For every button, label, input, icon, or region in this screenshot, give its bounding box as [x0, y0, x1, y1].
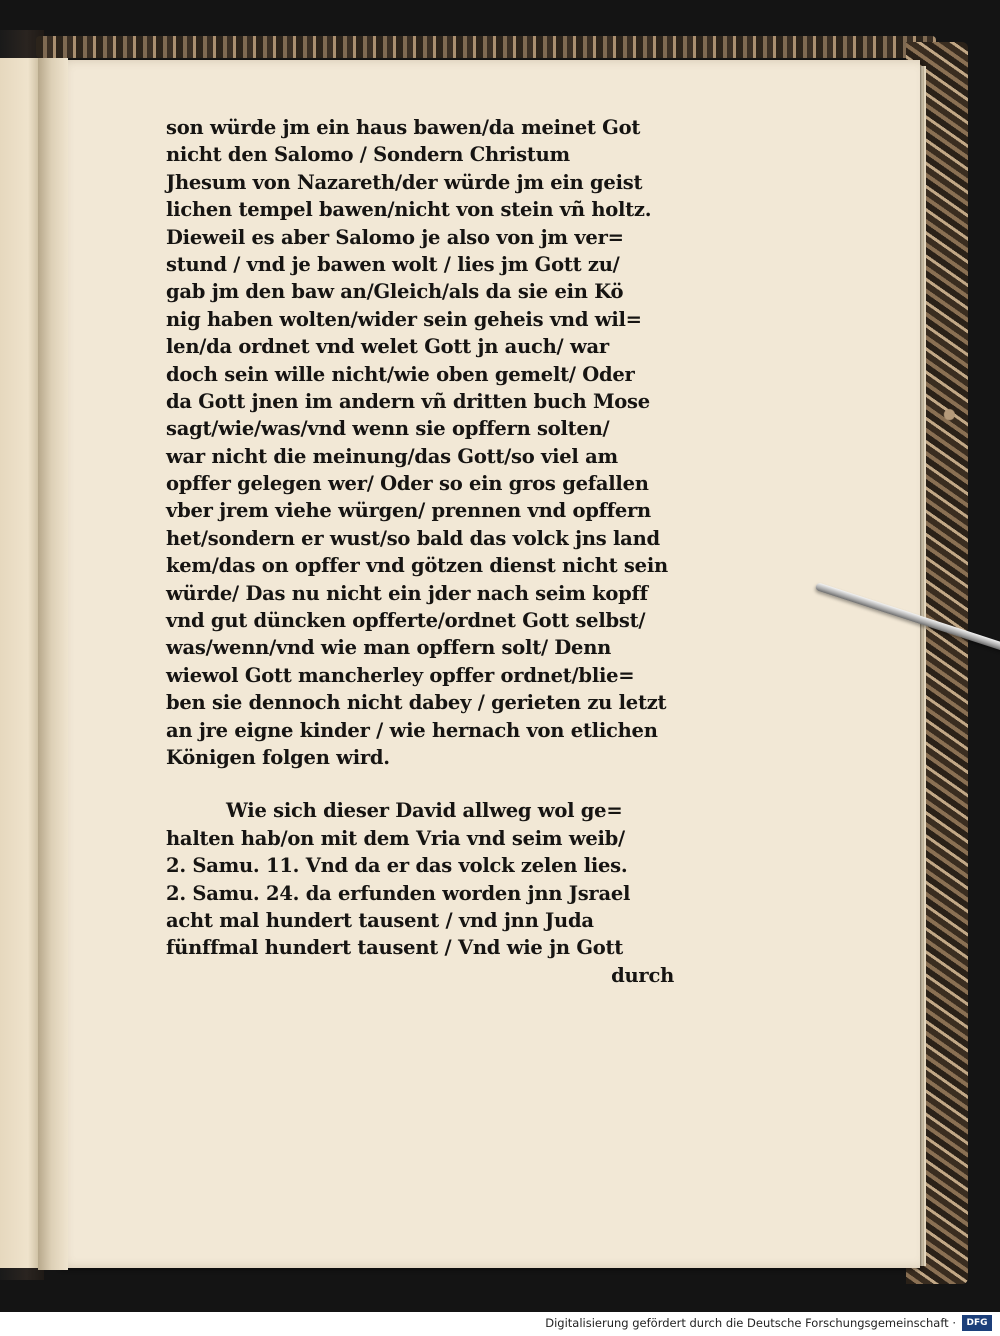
text-line: vber jrem viehe würgen/ prennen vnd opffern [166, 499, 651, 523]
text-line: Dieweil es aber Salomo je also von jm ver= [166, 225, 624, 249]
text-line: Jhesum von Nazareth/der würde jm ein geist [166, 170, 643, 194]
text-line: nig haben wolten/wider sein geheis vnd wil= [166, 307, 642, 331]
text-line: doch sein wille nicht/wie oben gemelt/ Oder [166, 362, 635, 386]
text-line: opffer gelegen wer/ Oder so ein gros gefallen [166, 472, 649, 496]
page-text [166, 114, 688, 989]
text-line: da Gott jnen im andern vñ dritten buch Mose [166, 389, 650, 413]
text-line: 2. Samu. 24. da erfunden worden jnn Jsrael [166, 881, 631, 905]
text-line: ben sie dennoch nicht dabey / gerieten zu letzt [166, 691, 667, 715]
text-line: kem/das on opffer vnd götzen dienst nicht sein [166, 554, 668, 578]
text-line: gab jm den baw an/Gleich/als da sie ein Kö [166, 280, 624, 304]
funding-credit: Digitalisierung gefördert durch die Deutsche Forschungsgemeinschaft · [545, 1316, 956, 1330]
text-line: 2. Samu. 11. Vnd da er das volck zelen lies. [166, 854, 628, 878]
text-line: halten hab/on mit dem Vria vnd seim weib/ [166, 826, 625, 850]
text-line: son würde jm ein haus bawen/da meinet Got [166, 116, 641, 139]
text-line: war nicht die meinung/das Gott/so viel am [166, 444, 618, 468]
text-line: an jre eigne kinder / wie hernach von etlichen [166, 718, 658, 742]
dfg-logo: DFG [962, 1315, 992, 1331]
text-line: vnd gut düncken opfferte/ordnet Gott selbst/ [166, 609, 646, 633]
text-line: stund / vnd je bawen wolt / lies jm Gott zu/ [166, 252, 620, 276]
text-line: nicht den Salomo / Sondern Christum [166, 143, 570, 167]
text-line: len/da ordnet vnd welet Gott jn auch/ war [166, 335, 609, 359]
text-line: sagt/wie/was/vnd wenn sie opffern solten/ [166, 417, 610, 441]
text-line: was/wenn/vnd wie man opffern solt/ Denn [166, 636, 612, 660]
text-line: Wie sich dieser David allweg wol ge= [226, 799, 623, 823]
text-line: würde/ Das nu nicht ein jder nach seim kopff [166, 581, 648, 605]
text-line: Königen folgen wird. [166, 745, 390, 769]
text-line: lichen tempel bawen/nicht von stein vñ holtz. [166, 198, 652, 222]
paragraph-1 [166, 114, 688, 771]
book-gutter [38, 58, 68, 1270]
book-cover-top-edge [36, 36, 936, 58]
catchword: durch [611, 963, 674, 987]
text-line: het/sondern er wust/so bald das volck jns land [166, 526, 660, 550]
text-line: acht mal hundert tausent / vnd jnn Juda [166, 908, 594, 932]
paragraph-2 [166, 797, 688, 961]
text-line: wiewol Gott mancherley opffer ordnet/blie= [166, 663, 635, 687]
facing-page-edge [0, 58, 40, 1268]
text-line: fünffmal hundert tausent / Vnd wie jn Gott [166, 936, 624, 960]
